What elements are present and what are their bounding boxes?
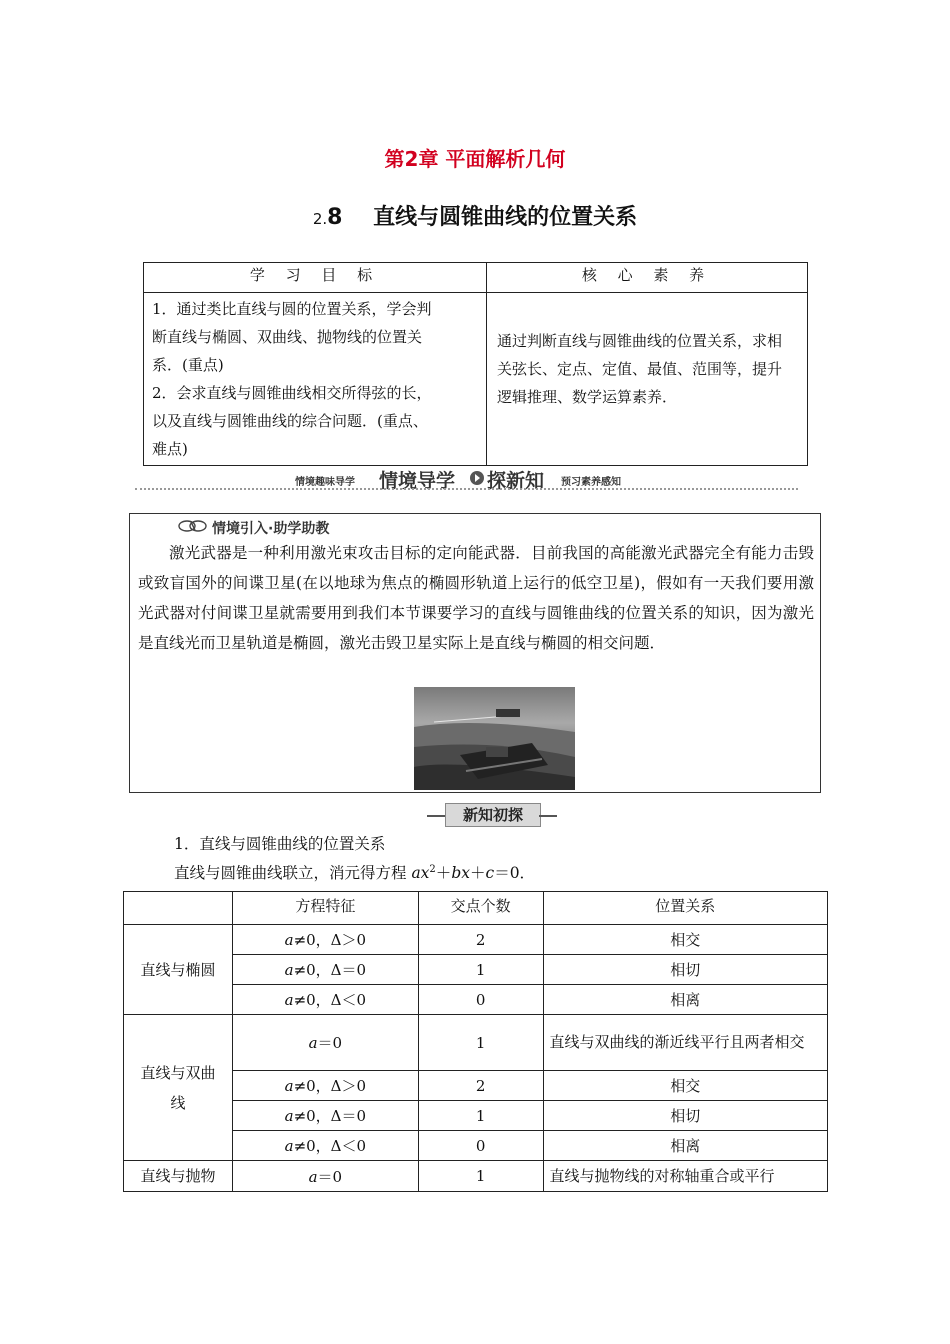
cond-cell: a≠0，Δ＞0 <box>232 1071 418 1101</box>
count-cell: 2 <box>418 1071 543 1101</box>
goal-line: 难点) <box>152 440 188 458</box>
cond-cell: a＝0 <box>232 1015 418 1071</box>
group-parabola: 直线与抛物 <box>124 1161 233 1192</box>
banner-title-part1: 情境导学 <box>379 470 456 492</box>
goal-line: 以及直线与圆锥曲线的综合问题．(重点、 <box>152 412 428 430</box>
goals-header: 学 习 目 标 <box>144 263 487 293</box>
handshake-icon <box>178 519 208 537</box>
literacy-header: 核 心 素 养 <box>487 263 808 293</box>
cond-cell: a＝0 <box>232 1161 418 1192</box>
goal-line: 1．通过类比直线与圆的位置关系，学会判 <box>152 300 432 318</box>
cond-cell: a≠0，Δ＝0 <box>232 955 418 985</box>
section-title <box>0 200 950 231</box>
banner-left-caption: 情境趣味导学 <box>295 477 355 488</box>
section-title-text: 直线与圆锥曲线的位置关系 <box>373 205 638 230</box>
intro-paragraph: 激光武器是一种利用激光束攻击目标的定向能武器．目前我国的高能激光武器完全有能力击毁或致盲国外的间谍卫星(在以地球为焦点的椭圆形轨道上运行的低空卫星)，假如有一天我们要用激光武器对付间谍卫星就需要用到我们本节课要学习的直线与圆锥曲线的位置关系的知识，因为激光是直线光而卫星轨道是椭圆，激光击毁卫星实际上是直线与椭圆的相交问题． <box>138 544 814 652</box>
section-banner <box>135 466 798 492</box>
cond-cell: a≠0，Δ＞0 <box>232 925 418 955</box>
literacy-line: 逻辑推理、数学运算素养． <box>497 388 678 406</box>
goal-line: 断直线与椭圆、双曲线、抛物线的位置关 <box>152 328 423 346</box>
point1-description: 直线与圆锥曲线联立，消元得方程 $ax^2+bx+c=0$． <box>174 863 536 882</box>
header-empty <box>124 892 233 925</box>
header-equation: 方程特征 <box>232 892 418 925</box>
literacy-cell <box>487 293 808 466</box>
count-cell: 1 <box>418 1101 543 1131</box>
count-cell: 1 <box>418 1161 543 1192</box>
tag-line-left <box>427 815 445 817</box>
literacy-line: 通过判断直线与圆锥曲线的位置关系，求相 <box>497 332 783 350</box>
header-relation: 位置关系 <box>543 892 828 925</box>
literacy-line: 关弦长、定点、定值、最值、范围等，提升 <box>497 360 783 378</box>
group-ellipse: 直线与椭圆 <box>124 925 233 1015</box>
intro-box <box>129 513 821 793</box>
group-hyperbola: 直线与双曲线 <box>124 1015 233 1161</box>
tag-line-right <box>539 815 557 817</box>
count-cell: 1 <box>418 955 543 985</box>
relation-cell: 相切 <box>543 955 828 985</box>
goals-table <box>143 262 808 466</box>
relation-table <box>123 891 828 1192</box>
relation-cell: 相交 <box>543 1071 828 1101</box>
chapter-title: 第2章 平面解析几何 <box>384 147 566 171</box>
section-number: 2.8 <box>312 205 343 230</box>
cond-cell: a≠0，Δ＜0 <box>232 985 418 1015</box>
count-cell: 0 <box>418 985 543 1015</box>
goals-cell <box>144 293 487 466</box>
header-count: 交点个数 <box>418 892 543 925</box>
new-knowledge-label: 新知初探 <box>445 803 541 827</box>
goal-line: 2．会求直线与圆锥曲线相交所得弦的长， <box>152 384 432 402</box>
count-cell: 1 <box>418 1015 543 1071</box>
banner-divider <box>135 488 798 490</box>
relation-cell: 相切 <box>543 1101 828 1131</box>
laser-tank-photo <box>414 687 575 790</box>
banner-right-caption: 预习素养感知 <box>561 477 621 488</box>
banner-title-part2: 探新知 <box>487 470 545 492</box>
cond-cell: a≠0，Δ＜0 <box>232 1131 418 1161</box>
goal-line: 系．(重点) <box>152 356 224 374</box>
relation-cell: 相离 <box>543 985 828 1015</box>
relation-cell: 直线与双曲线的渐近线平行且两者相交 <box>543 1015 828 1071</box>
intro-heading: 情境引入·助学助教 <box>178 518 329 538</box>
cond-cell: a≠0，Δ＝0 <box>232 1101 418 1131</box>
count-cell: 2 <box>418 925 543 955</box>
arrow-circle-icon <box>469 470 485 490</box>
new-knowledge-tag <box>427 803 557 827</box>
relation-cell: 相交 <box>543 925 828 955</box>
count-cell: 0 <box>418 1131 543 1161</box>
relation-cell: 直线与抛物线的对称轴重合或平行 <box>543 1161 828 1192</box>
relation-cell: 相离 <box>543 1131 828 1161</box>
point1-heading: 1．直线与圆锥曲线的位置关系 <box>174 835 386 853</box>
